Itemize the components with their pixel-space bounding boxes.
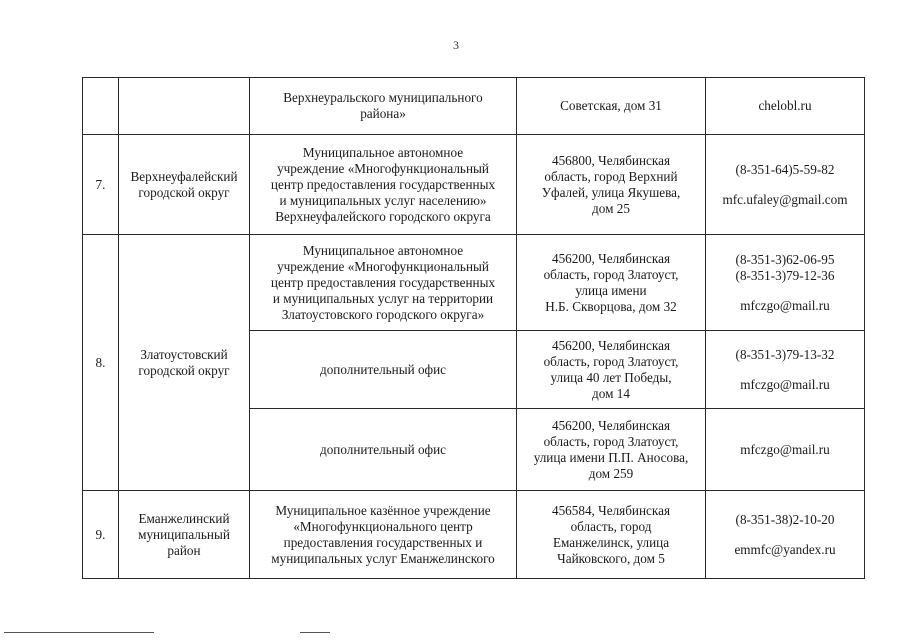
cell-org-name: дополнительный офис xyxy=(250,409,517,491)
email-link[interactable]: mfczgo@mail.ru xyxy=(740,297,830,313)
cell-org-name: Муниципальное казённое учреждение «Многофункционального центр предоставления государственных и муниципальных услуг Еманжелинского xyxy=(250,491,517,579)
phone: (8-351-38)2-10-20 xyxy=(735,511,835,527)
cell-address: 456200, Челябинская область, город Златоуст, улица имени Н.Б. Скворцова, дом 32 xyxy=(517,235,706,331)
table-row-7 xyxy=(83,135,865,235)
table-row-continued xyxy=(83,78,865,135)
cell-org-name: Верхнеуральского муниципального района» xyxy=(250,78,517,135)
cell-num-empty xyxy=(83,78,119,135)
mfc-table xyxy=(82,77,865,579)
cell-address: 456584, Челябинская область, город Еманжелинск, улица Чайковского, дом 5 xyxy=(517,491,706,579)
email-link[interactable]: mfczgo@mail.ru xyxy=(740,441,830,457)
cell-address: Советская, дом 31 xyxy=(517,78,706,135)
cell-address: 456800, Челябинская область, город Верхний Уфалей, улица Якушева, дом 25 xyxy=(517,135,706,235)
page-number: 3 xyxy=(453,38,459,52)
table-row-8 xyxy=(83,235,865,331)
footer-rule xyxy=(300,632,330,633)
cell-contacts xyxy=(706,491,865,579)
cell-num: 9. xyxy=(83,491,119,579)
cell-district: Златоустовский городской округ xyxy=(119,235,250,491)
cell-org-name: Муниципальное автономное учреждение «Многофункциональный центр предоставления государственных и муниципальных услуг на территории Златоустовского городского округа» xyxy=(250,235,517,331)
email-link[interactable]: mfc.ufaley@gmail.com xyxy=(722,191,848,207)
cell-district: Еманжелинский муниципальный район xyxy=(119,491,250,579)
cell-district-empty xyxy=(119,78,250,135)
cell-contacts xyxy=(706,235,865,331)
cell-contacts: chelobl.ru xyxy=(706,78,865,135)
cell-num: 7. xyxy=(83,135,119,235)
phone: (8-351-3)62-06-95 xyxy=(735,251,835,267)
cell-address: 456200, Челябинская область, город Златоуст, улица имени П.П. Аносова, дом 259 xyxy=(517,409,706,491)
table-row-9 xyxy=(83,491,865,579)
cell-district: Верхнеуфалейский городской округ xyxy=(119,135,250,235)
cell-num: 8. xyxy=(83,235,119,491)
email-link[interactable]: mfczgo@mail.ru xyxy=(740,376,830,392)
cell-contacts xyxy=(706,135,865,235)
phone: (8-351-3)79-12-36 xyxy=(735,267,835,283)
phone: (8-351-3)79-13-32 xyxy=(735,346,835,362)
footer-rule xyxy=(4,632,154,633)
cell-contacts xyxy=(706,409,865,491)
email-link[interactable]: emmfc@yandex.ru xyxy=(734,541,836,557)
cell-org-name: дополнительный офис xyxy=(250,331,517,409)
cell-contacts xyxy=(706,331,865,409)
cell-org-name: Муниципальное автономное учреждение «Многофункциональный центр предоставления государственных и муниципальных услуг населению» Верхнеуфалейского городского округа xyxy=(250,135,517,235)
cell-address: 456200, Челябинская область, город Златоуст, улица 40 лет Победы, дом 14 xyxy=(517,331,706,409)
phone: (8-351-64)5-59-82 xyxy=(735,161,835,177)
